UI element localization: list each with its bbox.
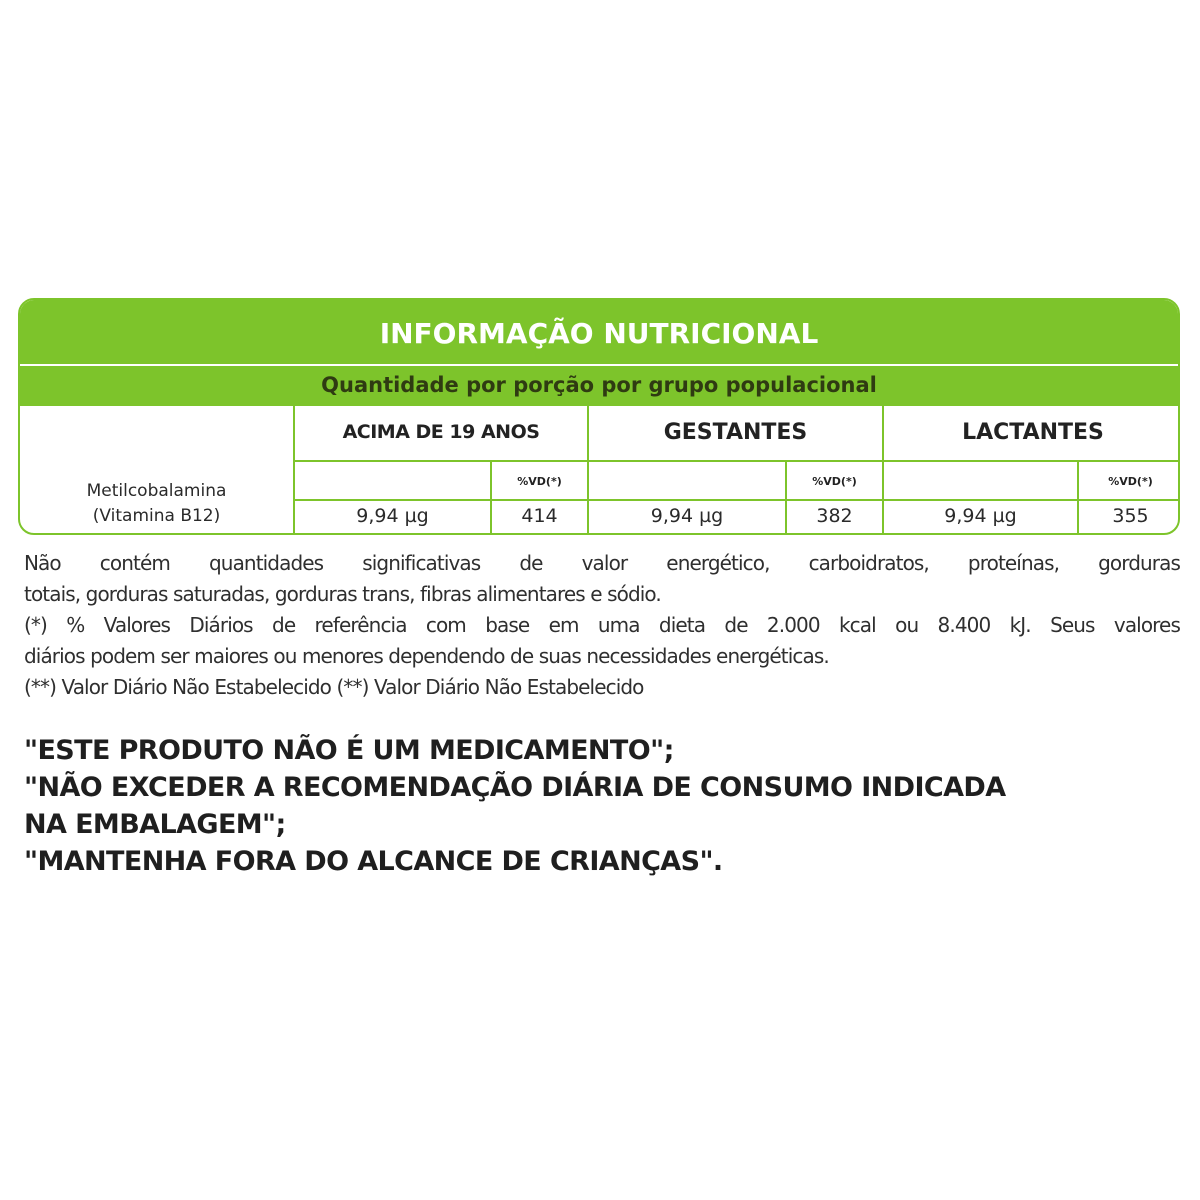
warning-line: "MANTENHA FORA DO ALCANCE DE CRIANÇAS". <box>24 846 723 877</box>
nutrient-line-2: (Vitamina B12) <box>92 506 221 526</box>
footnote-line: (*) % Valores Diários de referência com base em uma dieta de 2.000 kcal ou 8.400 kJ. Seus valores <box>24 613 1180 637</box>
warnings <box>24 732 1174 880</box>
group-header-adults: ACIMA DE 19 ANOS <box>342 421 540 443</box>
table-subtitle: Quantidade por porção por grupo populacional <box>20 364 1178 406</box>
warning-line: NA EMBALAGEM"; <box>24 809 286 840</box>
nutrient-name <box>20 479 293 529</box>
vd-header: %VD(*) <box>517 475 562 488</box>
footnote-line: (**) Valor Diário Não Estabelecido (**) Valor Diário Não Estabelecido <box>24 675 644 699</box>
vd-value: 382 <box>816 505 853 527</box>
footnotes <box>24 548 1180 703</box>
nutrition-table <box>18 298 1180 535</box>
table-title: INFORMAÇÃO NUTRICIONAL <box>20 300 1178 364</box>
warning-line: "NÃO EXCEDER A RECOMENDAÇÃO DIÁRIA DE CONSUMO INDICADA <box>24 772 1006 803</box>
warning-line: "ESTE PRODUTO NÃO É UM MEDICAMENTO"; <box>24 735 674 766</box>
footnote-line: totais, gorduras saturadas, gorduras trans, fibras alimentares e sódio. <box>24 582 661 606</box>
footnote-line: diários podem ser maiores ou menores dependendo de suas necessidades energéticas. <box>24 644 829 668</box>
nutrient-line-1: Metilcobalamina <box>86 481 227 501</box>
divider <box>293 460 1180 462</box>
footnote-line: Não contém quantidades significativas de valor energético, carboidratos, proteínas, gorduras <box>24 551 1180 575</box>
divider <box>293 499 1180 501</box>
vd-value: 414 <box>521 505 558 527</box>
amount-value: 9,94 µg <box>356 505 429 527</box>
vd-value: 355 <box>1112 505 1149 527</box>
group-header-pregnant: GESTANTES <box>663 420 808 445</box>
vd-header: %VD(*) <box>1108 475 1153 488</box>
amount-value: 9,94 µg <box>650 505 724 527</box>
amount-value: 9,94 µg <box>944 505 1017 527</box>
vd-header: %VD(*) <box>812 475 857 488</box>
group-header-lactating: LACTANTES <box>962 420 1104 445</box>
